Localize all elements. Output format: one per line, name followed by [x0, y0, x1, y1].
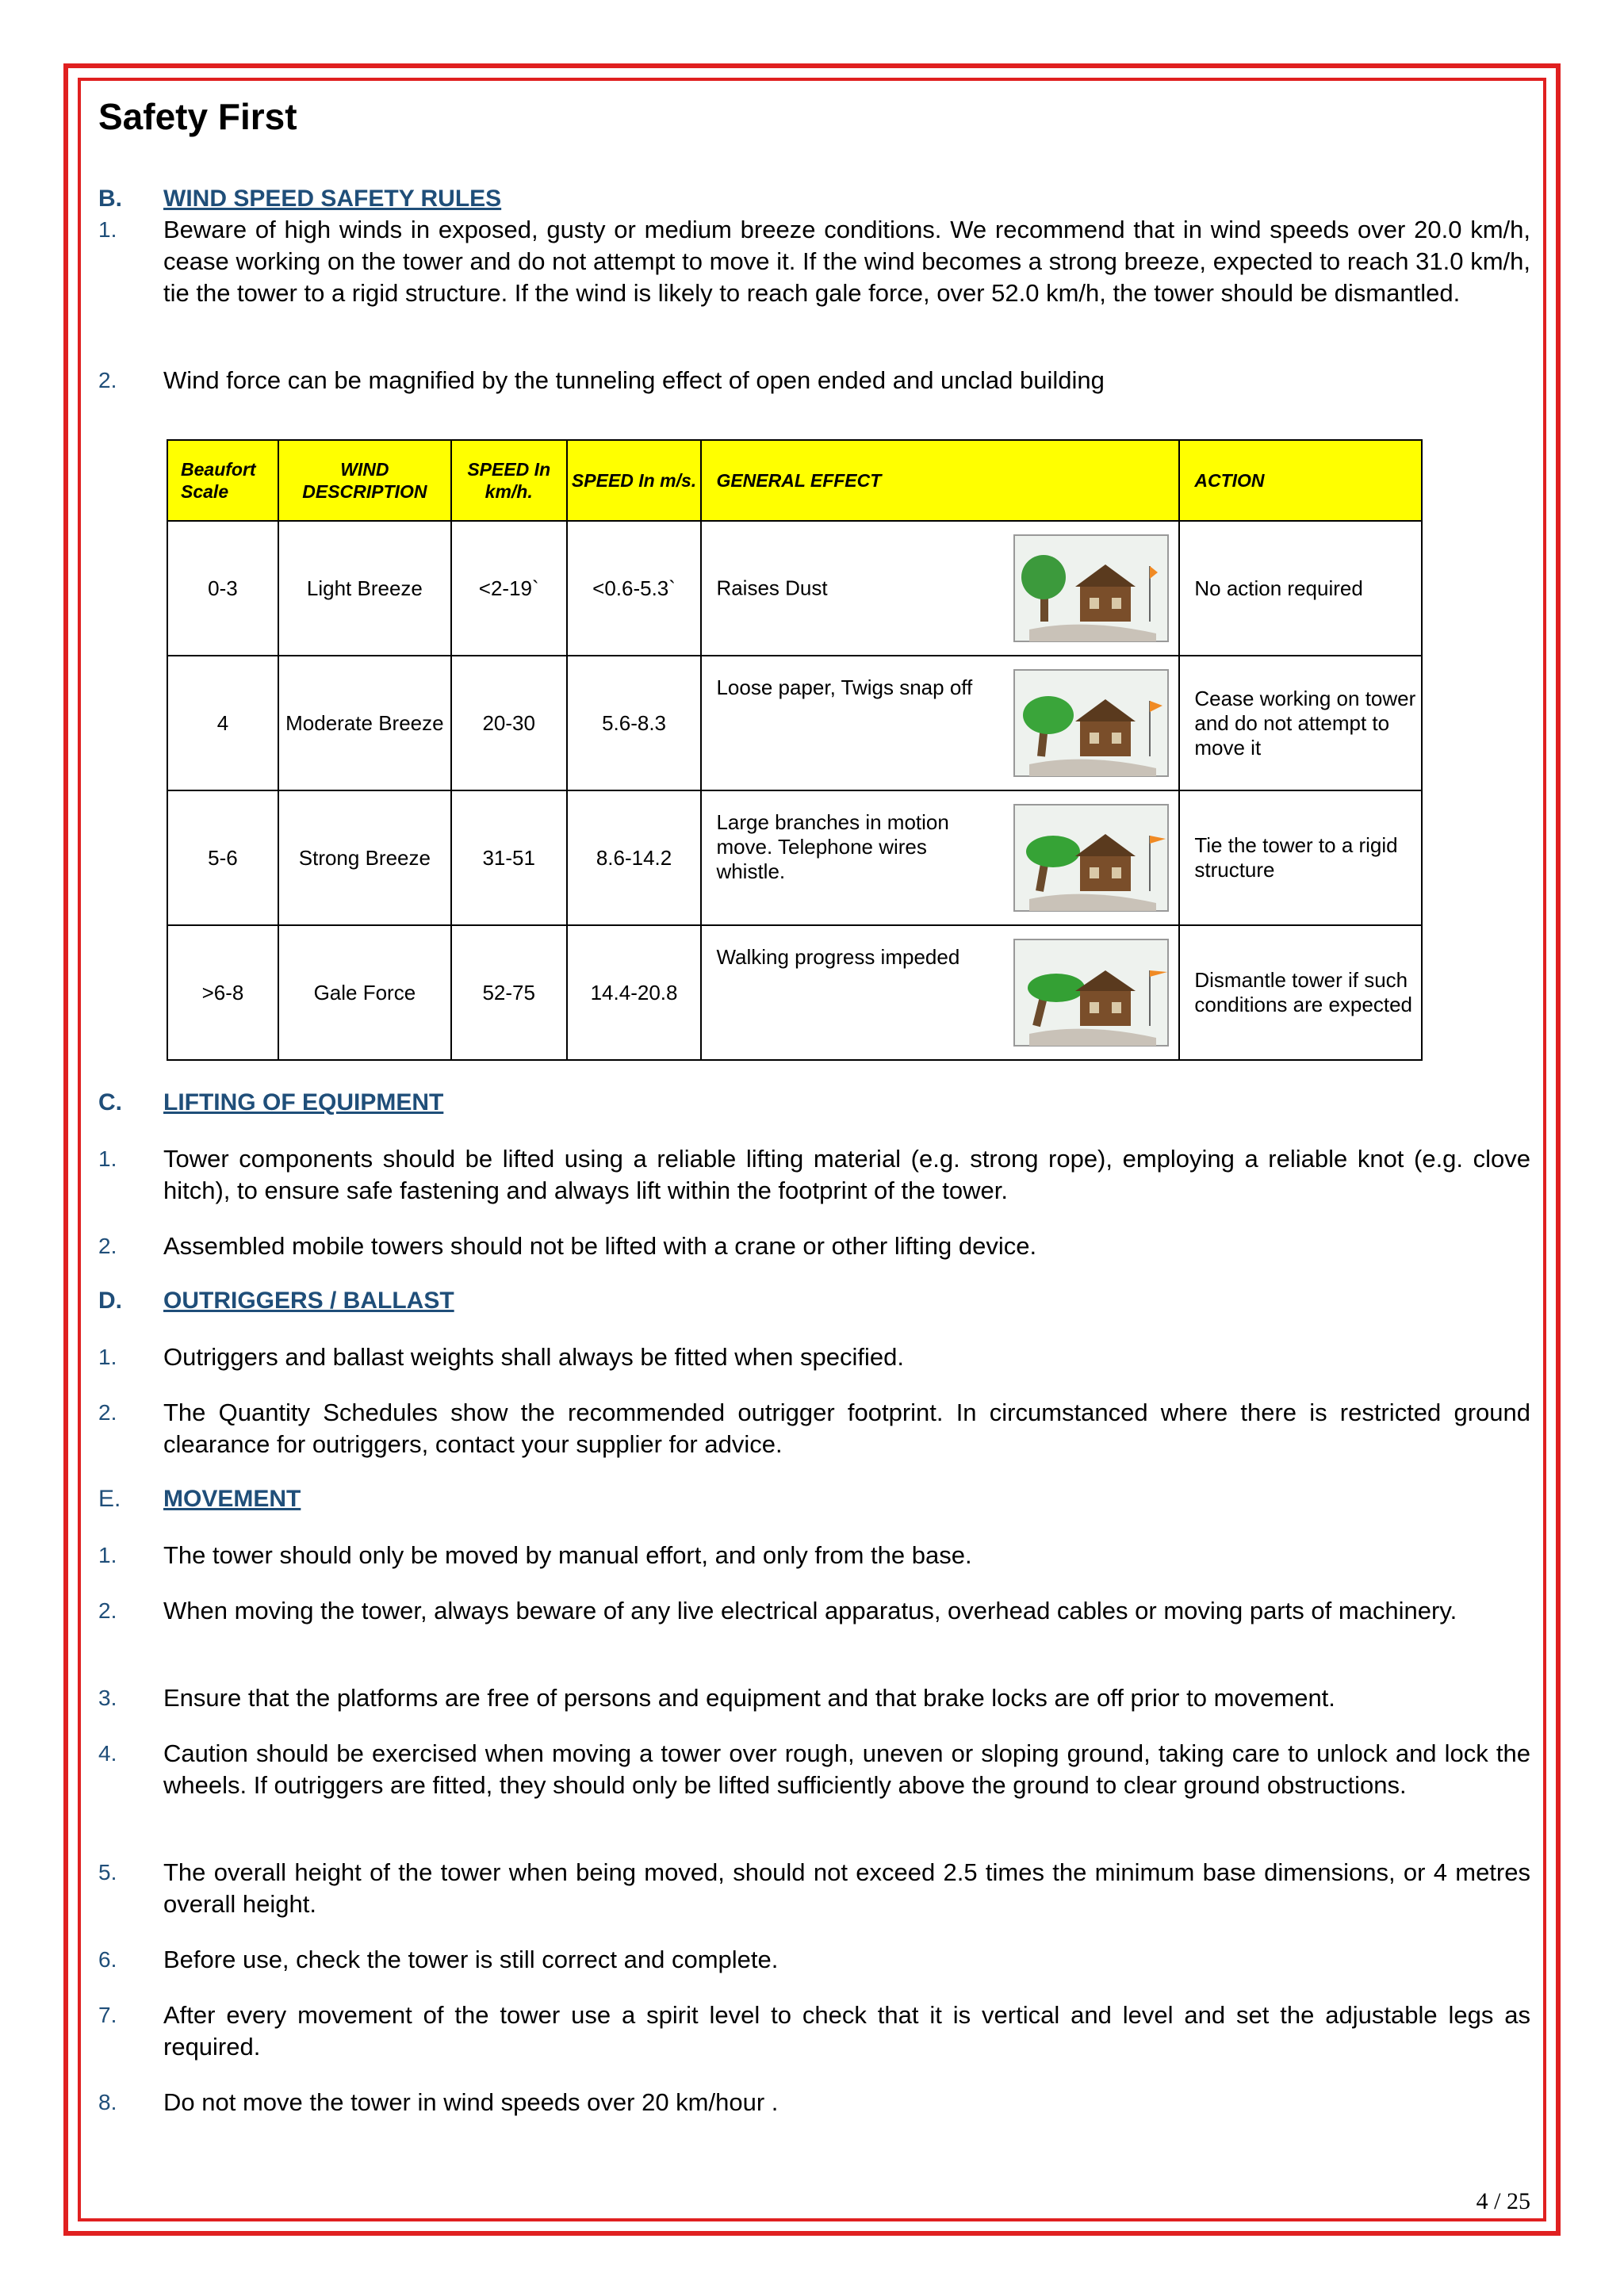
item-number: 2. — [98, 368, 117, 392]
item-text: Do not move the tower in wind speeds over 20 km/hour . — [163, 2088, 779, 2116]
item-text: Caution should be exercised when moving a tower over rough, uneven or sloping ground, taking care to unlock and lock the wheels. If outriggers are fitted, they should only be lifted sufficiently above the ground to clear ground obstructions. — [163, 1739, 1530, 1799]
header-beaufort: Beaufort Scale — [167, 440, 278, 521]
house-tree-strong-wind-icon — [1013, 804, 1169, 912]
house-tree-moderate-wind-icon — [1013, 669, 1169, 777]
beaufort-table — [167, 439, 1423, 1061]
item-number: 4. — [98, 1741, 117, 1766]
cell-action: Dismantle tower if such conditions are expected — [1179, 925, 1422, 1060]
section-letter: B. — [98, 186, 122, 212]
item-text: When moving the tower, always beware of any live electrical apparatus, overhead cables or moving parts of machinery. — [163, 1597, 1457, 1624]
item-number: 2. — [98, 1234, 117, 1258]
cell-action: Tie the tower to a rigid structure — [1179, 790, 1422, 925]
section-title: LIFTING OF EQUIPMENT — [163, 1089, 444, 1115]
item-text: The tower should only be moved by manual effort, and only from the base. — [163, 1541, 972, 1569]
item-number: 5. — [98, 1860, 117, 1885]
effect-text: Raises Dust — [716, 576, 828, 600]
header-action: ACTION — [1179, 440, 1422, 521]
table-row — [167, 790, 1422, 925]
section-letter: E. — [98, 1486, 121, 1512]
item-text: The Quantity Schedules show the recommended outrigger footprint. In circumstanced where there is restricted ground clearance for outriggers, contact your supplier for advice. — [163, 1399, 1530, 1458]
section-letter: C. — [98, 1089, 122, 1115]
effect-text: Large branches in motion move. Telephone wires whistle. — [716, 810, 949, 883]
item-number: 3. — [98, 1686, 117, 1710]
item-text: The overall height of the tower when being moved, should not exceed 2.5 times the minimum base dimensions, or 4 metres overall height. — [163, 1858, 1530, 1918]
cell-general-effect — [701, 790, 1179, 925]
item-text: Before use, check the tower is still correct and complete. — [163, 1946, 779, 1973]
header-wind-description: WIND DESCRIPTION — [278, 440, 451, 521]
cell-general-effect — [701, 656, 1179, 790]
item-number: 8. — [98, 2090, 117, 2114]
item-number: 1. — [98, 1543, 117, 1567]
item-number: 1. — [98, 1146, 117, 1171]
cell-wind-description: Moderate Breeze — [278, 656, 451, 790]
header-general-effect: GENERAL EFFECT — [701, 440, 1179, 521]
section-letter: D. — [98, 1288, 122, 1314]
cell-speed-ms: 8.6-14.2 — [567, 790, 702, 925]
item-text: Outriggers and ballast weights shall always be fitted when specified. — [163, 1343, 904, 1371]
table-row — [167, 656, 1422, 790]
cell-speed-ms: 5.6-8.3 — [567, 656, 702, 790]
item-text: Beware of high winds in exposed, gusty or medium breeze conditions. We recommend that in wind speeds over 20.0 km/h, cease working on the tower and do not attempt to move it. If the wind becomes a strong breeze, expected to reach 31.0 km/h, tie the tower to a rigid structure. If the wind is likely to reach gale force, over 52.0 km/h, the tower should be dismantled. — [163, 216, 1530, 307]
section-title: OUTRIGGERS / BALLAST — [163, 1288, 454, 1314]
section-title: WIND SPEED SAFETY RULES — [163, 186, 502, 212]
cell-speed-kmh: 20-30 — [451, 656, 567, 790]
cell-wind-description: Strong Breeze — [278, 790, 451, 925]
cell-beaufort: 4 — [167, 656, 278, 790]
cell-action: Cease working on tower and do not attempt to move it — [1179, 656, 1422, 790]
cell-general-effect — [701, 925, 1179, 1060]
item-number: 2. — [98, 1598, 117, 1623]
header-speed-ms: SPEED In m/s. — [567, 440, 702, 521]
cell-wind-description: Gale Force — [278, 925, 451, 1060]
page-number: 4 / 25 — [1476, 2188, 1530, 2214]
cell-action: No action required — [1179, 521, 1422, 656]
item-number: 2. — [98, 1400, 117, 1425]
cell-general-effect — [701, 521, 1179, 656]
table-row — [167, 925, 1422, 1060]
cell-speed-kmh: <2-19` — [451, 521, 567, 656]
table-header-row — [167, 440, 1422, 521]
effect-text: Loose paper, Twigs snap off — [716, 675, 973, 699]
cell-beaufort: >6-8 — [167, 925, 278, 1060]
effect-text: Walking progress impeded — [716, 945, 960, 969]
item-text: Assembled mobile towers should not be lifted with a crane or other lifting device. — [163, 1232, 1037, 1260]
item-number: 6. — [98, 1947, 117, 1972]
section-title: MOVEMENT — [163, 1486, 301, 1512]
item-number: 1. — [98, 1345, 117, 1369]
item-text: After every movement of the tower use a spirit level to check that it is vertical and level and set the adjustable legs as required. — [163, 2001, 1530, 2061]
page-title: Safety First — [98, 96, 297, 137]
cell-beaufort: 5-6 — [167, 790, 278, 925]
cell-wind-description: Light Breeze — [278, 521, 451, 656]
cell-speed-ms: <0.6-5.3` — [567, 521, 702, 656]
table-row — [167, 521, 1422, 656]
house-tree-calm-icon — [1013, 534, 1169, 642]
item-number: 1. — [98, 217, 117, 242]
item-number: 7. — [98, 2003, 117, 2027]
item-text: Ensure that the platforms are free of persons and equipment and that brake locks are off prior to movement. — [163, 1684, 1335, 1712]
item-text: Wind force can be magnified by the tunneling effect of open ended and unclad building — [163, 366, 1105, 394]
cell-speed-kmh: 31-51 — [451, 790, 567, 925]
cell-beaufort: 0-3 — [167, 521, 278, 656]
header-speed-kmh: SPEED In km/h. — [451, 440, 567, 521]
house-tree-gale-icon — [1013, 939, 1169, 1047]
cell-speed-kmh: 52-75 — [451, 925, 567, 1060]
item-text: Tower components should be lifted using a reliable lifting material (e.g. strong rope), employing a reliable knot (e.g. clove hitch), to ensure safe fastening and always lift within the footprint of the tower. — [163, 1145, 1530, 1204]
cell-speed-ms: 14.4-20.8 — [567, 925, 702, 1060]
